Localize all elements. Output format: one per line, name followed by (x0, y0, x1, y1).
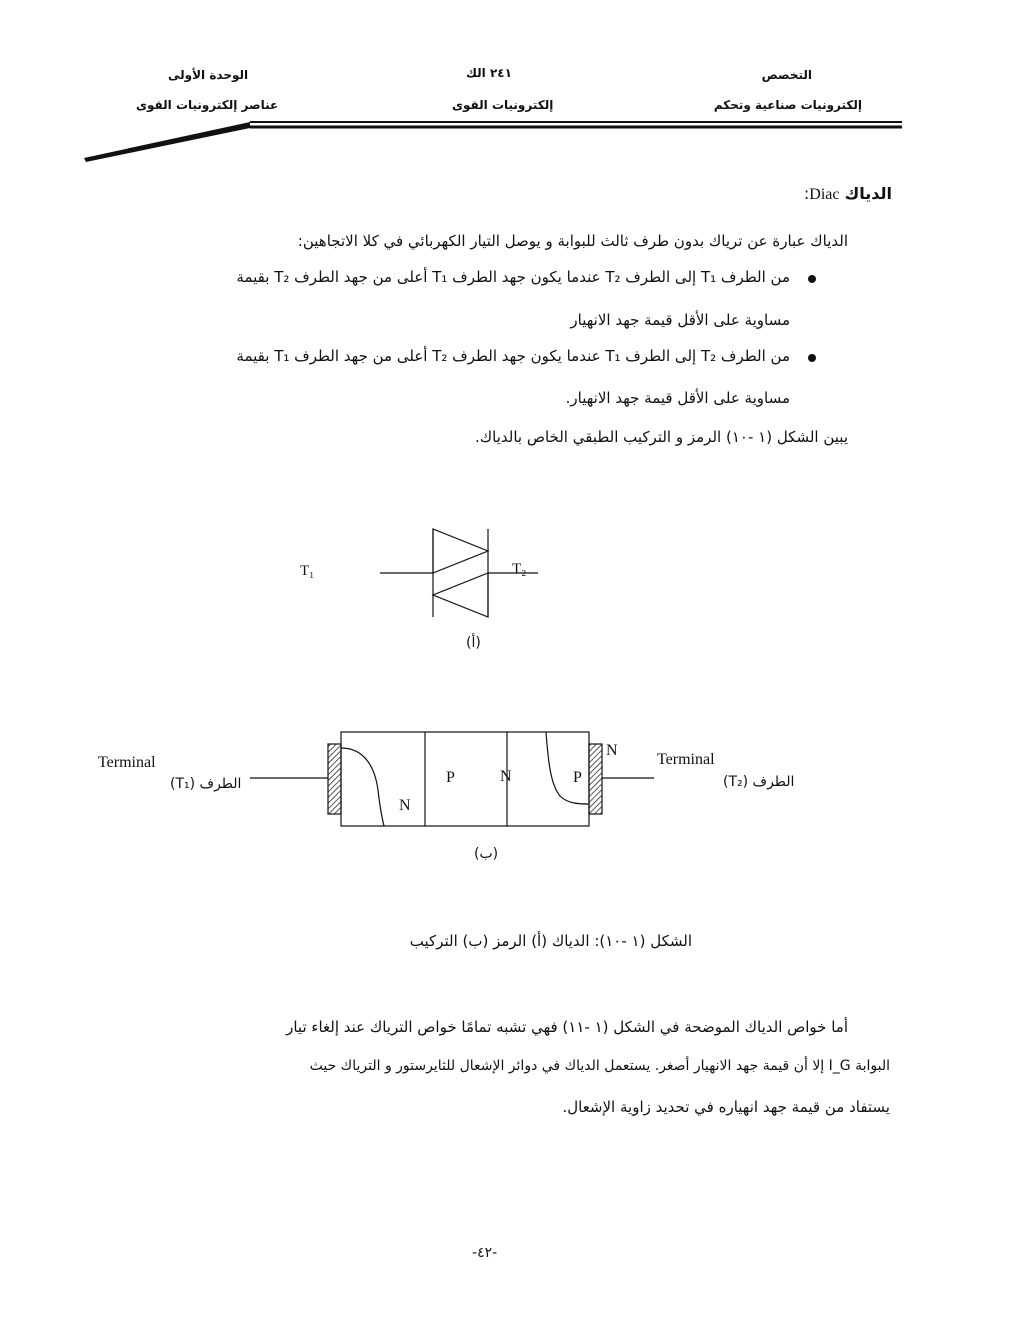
left-terminal-ar: الطرف (T₁) (170, 776, 242, 792)
right-terminal-ar: الطرف (T₂) (723, 774, 795, 790)
layer-p-left: P (446, 769, 455, 786)
bullet1-line1: من الطرف T₁ إلى الطرف T₂ عندما يكون جهد الطرف T₁ أعلى من جهد الطرف T₂ بقيمة (236, 268, 790, 286)
symbol-t2-label: T₂ (512, 561, 527, 577)
layer-n-top-right: N (606, 742, 618, 759)
figure-intro-paragraph: يبين الشكل (١ -١٠) الرمز و التركيب الطبقي الخاص بالدياك. (475, 428, 848, 446)
header-unit-label: الوحدة الأولى (168, 68, 249, 82)
header-specialty-value: إلكترونيات صناعية وتحكم (713, 98, 862, 112)
header-course-code: ٢٤١ الك (466, 66, 512, 80)
section-title (804, 184, 892, 204)
bullet-dot-2 (808, 354, 816, 362)
layer-n-bottom-left: N (399, 797, 411, 814)
properties-line3: يستفاد من قيمة جهد انهياره في تحديد زاوية الإشعال. (562, 1098, 890, 1116)
header-rule (80, 118, 910, 168)
intro-paragraph: الدياك عبارة عن ترياك بدون طرف ثالث للبوابة و يوصل التيار الكهربائي في كلا الاتجاهين: (297, 232, 848, 250)
figure-a-caption: (أ) (466, 635, 481, 651)
figure-b-caption: (ب) (474, 846, 499, 862)
figure-caption: الشكل (١ -١٠): الدياك (أ) الرمز (ب) التركيب (409, 932, 692, 950)
symbol-t1-label: T₁ (300, 563, 315, 579)
left-terminal-en: Terminal (98, 754, 156, 771)
section-title-en: Diac (809, 186, 840, 203)
section-title-ar: الدياك (844, 184, 892, 203)
bullet-dot-1 (808, 275, 816, 283)
right-terminal-en: Terminal (657, 751, 715, 768)
properties-line1: أما خواص الدياك الموضحة في الشكل (١ -١١) فهي تشبه تمامًا خواص الترياك عند إلغاء تيار (286, 1018, 848, 1036)
layer-n-middle: N (500, 768, 512, 785)
bullet2-line2: مساوية على الأقل قيمة جهد الانهيار. (565, 389, 790, 407)
page-number: -٤٢- (472, 1245, 498, 1261)
header-specialty-label: التخصص (761, 68, 812, 82)
header-unit-title: عناصر إلكترونيات القوى (136, 98, 279, 112)
properties-line2: البوابة I_G إلا أن قيمة جهد الانهيار أصغر. يستعمل الدياك في دوائر الإشعال للثايرستور و الترياك حيث (309, 1058, 890, 1074)
layer-p-right: P (573, 769, 582, 786)
header-course-name: إلكترونيات القوى (452, 98, 554, 112)
section-title-colon: : (803, 184, 810, 203)
bullet1-line2: مساوية على الأقل قيمة جهد الانهيار (570, 311, 790, 329)
bullet2-line1: من الطرف T₂ إلى الطرف T₁ عندما يكون جهد الطرف T₂ أعلى من جهد الطرف T₁ بقيمة (236, 347, 790, 365)
